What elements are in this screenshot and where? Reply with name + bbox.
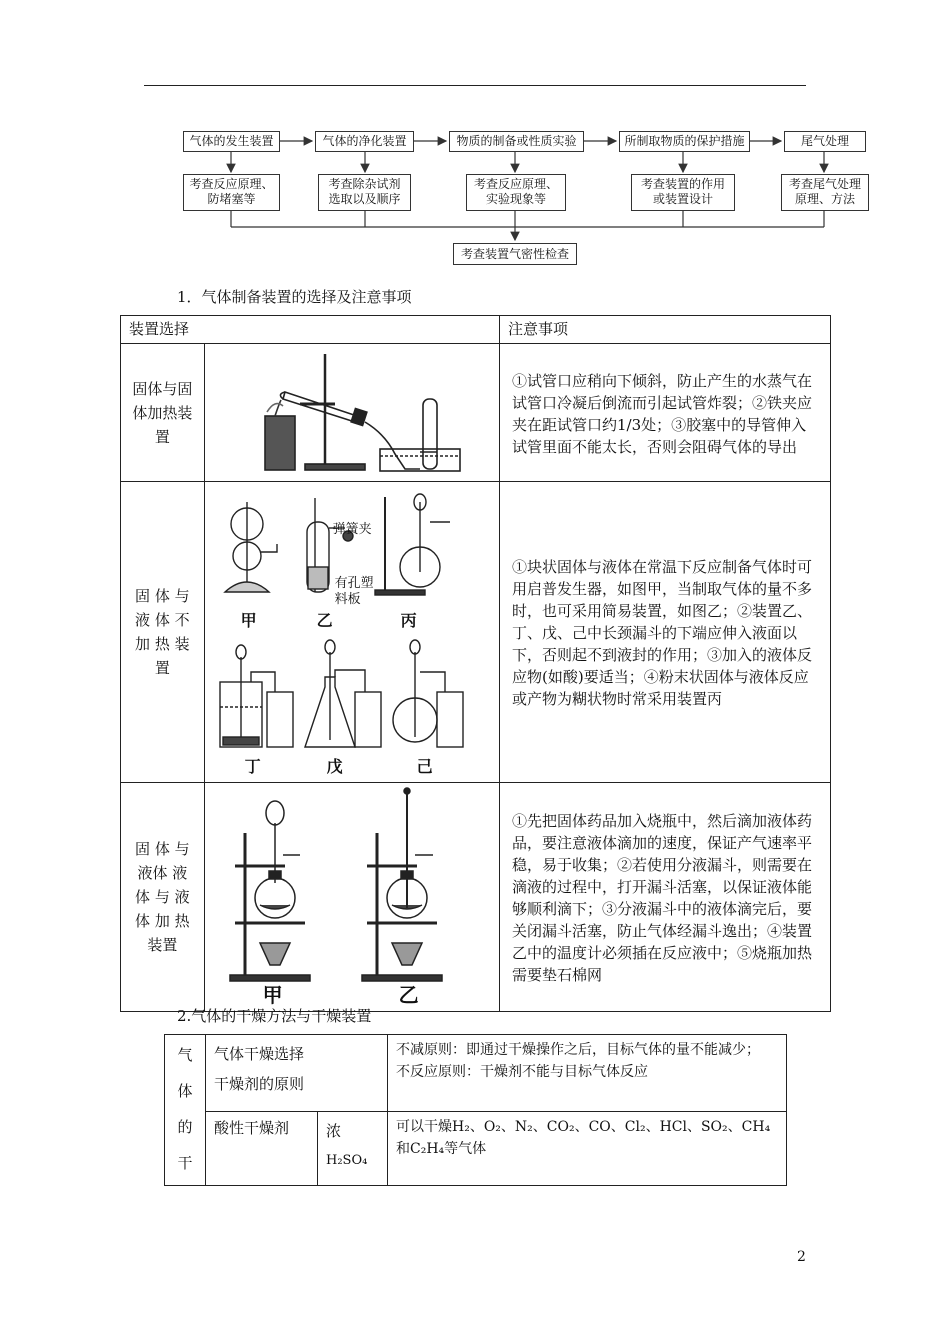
conc-h2so4: 浓 H₂SO₄ bbox=[318, 1111, 388, 1185]
row1-figure bbox=[204, 344, 499, 482]
drying-table bbox=[164, 1034, 787, 1186]
fig-label-bing: 丙 bbox=[400, 611, 417, 630]
row2-note: ①块状固体与液体在常温下反应制备气体时可用启普发生器，如图甲，当制取气体的量不多时，也可采用简易装置，如图乙；②装置乙、丁、戊、己中长颈漏斗的下端应伸入液面以下，否则起不到液封的作用；③加入的液体反应物(如酸)要适当；④粉末状固体与液体反应或产物为糊状物时常采用装置丙 bbox=[500, 482, 831, 783]
flow-top-1: 气体的发生装置 bbox=[183, 131, 280, 152]
flow-bottom-1: 考查反应原理、 防堵塞等 bbox=[183, 174, 280, 211]
page-number: 2 bbox=[797, 1249, 806, 1265]
fig-label-jia: 甲 bbox=[240, 611, 257, 630]
row3-figure bbox=[204, 783, 499, 1012]
flow-bottom-2: 考查除杂试剂 选取以及顺序 bbox=[318, 174, 411, 211]
fig-label-yi: 乙 bbox=[316, 611, 333, 630]
acidic-desiccant: 酸性干燥剂 bbox=[206, 1111, 318, 1185]
col-header-notes: 注意事项 bbox=[500, 316, 831, 344]
flow-final: 考查装置气密性检查 bbox=[453, 243, 577, 265]
fig-label-ji: 己 bbox=[416, 757, 433, 776]
flow-bottom-5: 考查尾气处理 原理、方法 bbox=[781, 174, 869, 211]
fig-label-jia-heat: 甲 bbox=[262, 983, 283, 1007]
row2-figure bbox=[204, 482, 499, 783]
section1-heading: 1．气体制备装置的选择及注意事项 bbox=[177, 288, 412, 306]
flow-bottom-3: 考查反应原理、 实验现象等 bbox=[466, 174, 566, 211]
callout-perforated-plate: 有孔塑 料板 bbox=[334, 576, 374, 607]
row1-label: 固体与固体加热装置 bbox=[121, 344, 205, 482]
drying-side-label: 气 体 的 干 bbox=[165, 1035, 206, 1186]
flow-top-3: 物质的制备或性质实验 bbox=[449, 131, 584, 152]
flow-bottom-4: 考查装置的作用 或装置设计 bbox=[631, 174, 735, 211]
fig-label-ding: 丁 bbox=[244, 757, 261, 776]
callout-spring-clip: 弹簧夹 bbox=[332, 522, 372, 537]
flow-top-2: 气体的净化装置 bbox=[315, 131, 414, 152]
liquid-heating-apparatus bbox=[205, 783, 497, 1007]
fig-label-wu: 戊 bbox=[326, 757, 343, 776]
solid-solid-heating-apparatus bbox=[205, 344, 497, 477]
row1-note: ①试管口应稍向下倾斜，防止产生的水蒸气在试管口冷凝后倒流而引起试管炸裂；②铁夹应夹在距试管口约1/3处；③胶塞中的导管伸入试管里面不能太长，否则会阻碍气体的导出 bbox=[500, 344, 831, 482]
h2so4-dryable-gases: 可以干燥H₂、O₂、N₂、CO₂、CO、Cl₂、HCl、SO₂、CH₄和C₂H₄等气体 bbox=[388, 1111, 787, 1185]
row2-label: 固 体 与 液 体 不 加 热 装 置 bbox=[121, 482, 205, 783]
row3-note: ①先把固体药品加入烧瓶中，然后滴加液体药品，要注意液体滴加的速度，保证产气速率平稳，易于收集；②若使用分液漏斗，则需要在滴液的过程中，打开漏斗活塞，以保证液体能够顺利滴下；③分液漏斗中的液体滴完后，要关闭漏斗活塞，防止气体经漏斗逸出；④装置乙中的温度计必须插在反应液中；⑤烧瓶加热需要垫石棉网 bbox=[500, 783, 831, 1012]
flow-top-4: 所制取物质的保护措施 bbox=[619, 131, 750, 152]
drying-principle-title: 气体干燥选择 干燥剂的原则 bbox=[206, 1035, 388, 1112]
prep-table bbox=[120, 315, 831, 1012]
flow-top-5: 尾气处理 bbox=[784, 131, 866, 152]
section2-heading: 2.气体的干燥方法与干燥装置 bbox=[177, 1007, 372, 1025]
row3-label: 固 体 与 液体 液 体 与 液 体 加 热 装置 bbox=[121, 783, 205, 1012]
fig-label-yi-heat: 乙 bbox=[398, 983, 419, 1007]
col-header-device: 装置选择 bbox=[121, 316, 500, 344]
drying-principle-text: 不减原则：即通过干燥操作之后，目标气体的量不能减少； 不反应原则：干燥剂不能与目标气体反应 bbox=[388, 1035, 787, 1112]
